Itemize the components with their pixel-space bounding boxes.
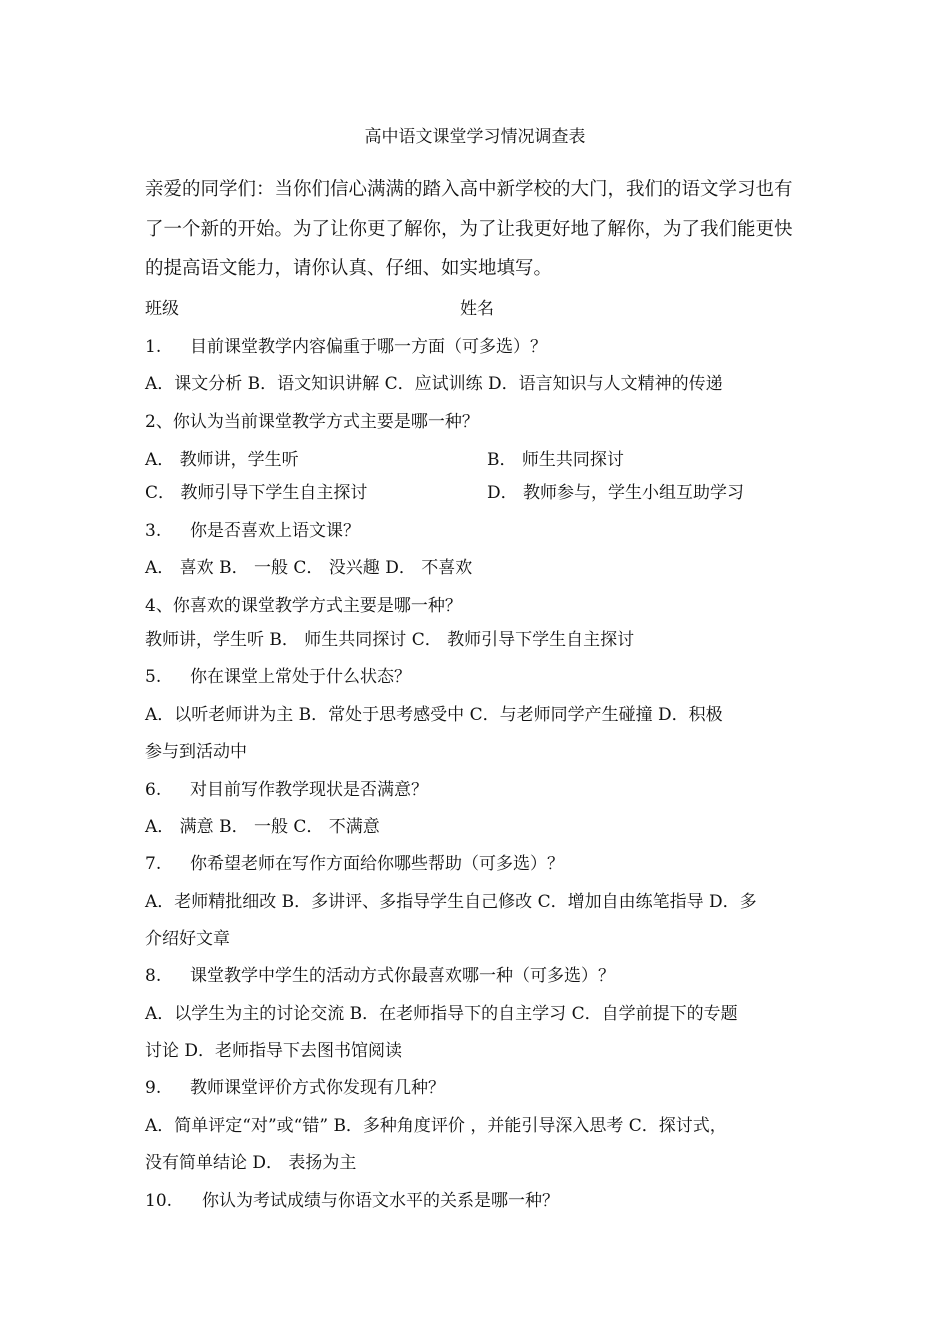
question-6-options: A． 满意 B． 一般 C． 不满意 <box>145 817 380 837</box>
question-text: 课堂教学中学生的活动方式你最喜欢哪一种（可多选）？ <box>190 966 615 986</box>
question-text: 对目前写作教学现状是否满意？ <box>190 780 428 800</box>
question-9 <box>145 1077 445 1099</box>
intro-line-3: 的提高语文能力，请你认真、仔细、如实地填写。 <box>145 258 553 279</box>
question-5 <box>145 666 411 688</box>
question-7 <box>145 853 564 875</box>
class-label: 班级 <box>145 299 179 319</box>
question-6 <box>145 779 428 801</box>
question-4-options: 教师讲，学生听 B． 师生共同探讨 C． 教师引导下学生自主探讨 <box>145 630 635 650</box>
question-number: 8. <box>145 966 162 986</box>
name-label: 姓名 <box>460 299 494 319</box>
question-2-option-b: B． 师生共同探讨 <box>487 450 624 470</box>
question-number: 9. <box>145 1078 162 1098</box>
question-4: 4、你喜欢的课堂教学方式主要是哪一种？ <box>145 596 462 616</box>
question-number: 6. <box>145 780 162 800</box>
question-9-options-line-1: A．简单评定“对”或“错” B．多种角度评价 ，并能引导深入思考 C．探讨式， <box>145 1116 727 1136</box>
document-title: 高中语文课堂学习情况调查表 <box>364 127 586 147</box>
question-5-options-line-2: 参与到活动中 <box>145 742 247 762</box>
question-9-options-line-2: 没有简单结论 D． 表扬为主 <box>145 1153 357 1173</box>
question-8-options-line-2: 讨论 D．老师指导下去图书馆阅读 <box>145 1041 403 1061</box>
question-2-option-d: D． 教师参与，学生小组互助学习 <box>487 483 745 503</box>
question-number: 5. <box>145 667 162 687</box>
question-7-options-line-2: 介绍好文章 <box>145 929 230 949</box>
question-text: 你希望老师在写作方面给你哪些帮助（可多选）？ <box>190 854 564 874</box>
question-text: 你在课堂上常处于什么状态？ <box>190 667 411 687</box>
question-2-option-a: A． 教师讲，学生听 <box>145 450 299 470</box>
question-text: 你认为考试成绩与你语文水平的关系是哪一种？ <box>202 1191 559 1211</box>
question-3-options: A． 喜欢 B． 一般 C． 没兴趣 D． 不喜欢 <box>145 558 473 578</box>
intro-line-1: 亲爱的同学们：当你们信心满满的踏入高中新学校的大门，我们的语文学习也有 <box>145 179 793 200</box>
question-1 <box>145 336 547 358</box>
question-number: 3. <box>145 521 162 541</box>
question-7-options-line-1: A．老师精批细改 B．多讲评、多指导学生自己修改 C．增加自由练笔指导 D．多 <box>145 892 757 912</box>
question-5-options-line-1: A．以听老师讲为主 B．常处于思考感受中 C．与老师同学产生碰撞 D．积极 <box>145 705 723 725</box>
question-number: 10. <box>145 1191 173 1211</box>
question-2-option-c: C． 教师引导下学生自主探讨 <box>145 483 368 503</box>
question-text: 你是否喜欢上语文课？ <box>190 521 360 541</box>
question-8 <box>145 965 615 987</box>
question-8-options-line-1: A．以学生为主的讨论交流 B．在老师指导下的自主学习 C．自学前提下的专题 <box>145 1004 738 1024</box>
intro-line-2: 了一个新的开始。为了让你更了解你，为了让我更好地了解你，为了我们能更快 <box>145 219 793 240</box>
question-number: 1. <box>145 337 162 357</box>
question-3 <box>145 520 360 542</box>
question-1-options: A．课文分析 B．语文知识讲解 C．应试训练 D．语言知识与人文精神的传递 <box>145 374 723 394</box>
question-10 <box>145 1190 559 1212</box>
question-text: 目前课堂教学内容偏重于哪一方面（可多选）？ <box>190 337 547 357</box>
question-2: 2、你认为当前课堂教学方式主要是哪一种？ <box>145 412 479 432</box>
question-text: 教师课堂评价方式你发现有几种？ <box>190 1078 445 1098</box>
question-number: 7. <box>145 854 162 874</box>
